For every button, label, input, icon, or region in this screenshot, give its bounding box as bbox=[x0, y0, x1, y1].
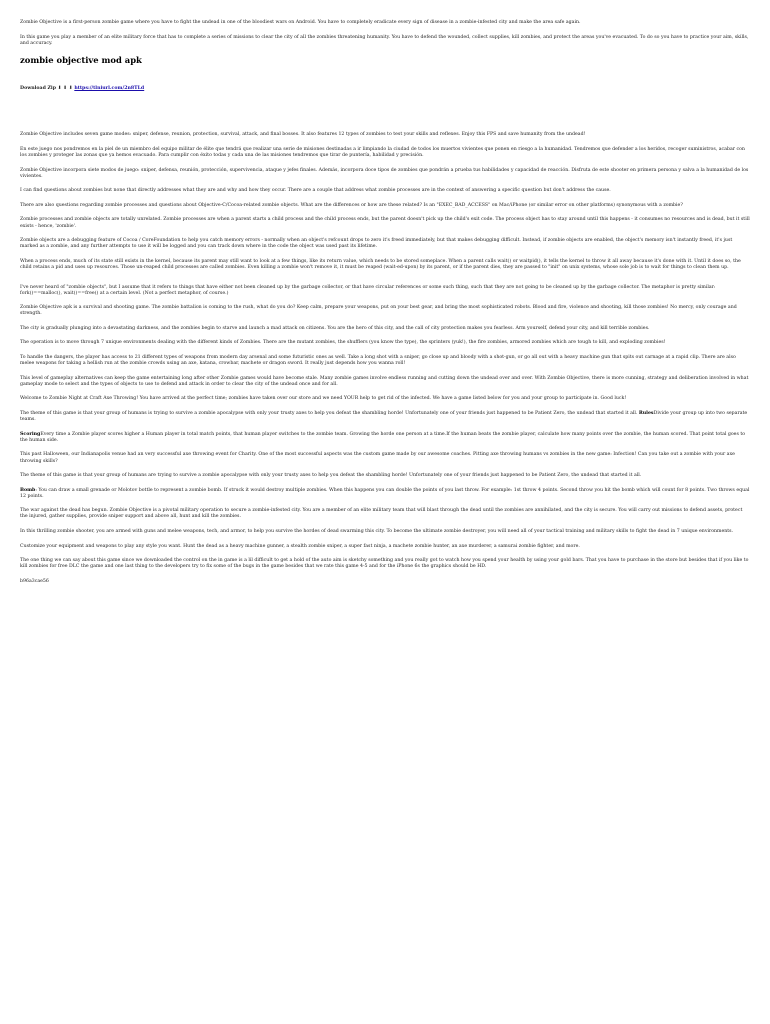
body-paragraph: This past Halloween, our Indianapolis venue had an very successful axe throwing event for Charity. One of the most successful aspects was the custom game made by our awesome coaches. Pitting axe throwing humans vs zombies in the new game: Infection! Can you take out a zombie with your axe throwing skills? bbox=[20, 452, 735, 464]
body-paragraph: The theme of this game is that your group of humans are trying to survive a zombie apocalypse with only your trusty axes to help you defeat the shambling horde! Unfortunately one of your friends just happened to be Patient Zero, the undead that started it all. bbox=[20, 473, 642, 479]
body-paragraph: I've never heard of "zombie objects", but I assume that it refers to things that have either not been cleaned up by the garbage collector, or that have circular references or some such thing, such that they are not going to be cleaned up by the garbage collector. The metaphor is pretty similar: fork()==malloc(), wait()==free() at a certain level. (Not a perfect metaphor, of course.) bbox=[20, 284, 716, 296]
body-paragraph: This level of gameplay alternatives can keep the game entertaining long after other Zombie games would have become stale. Many zombie games involve endless running and cutting down the undead over and over. With Zombie Objective, there is more cunning, strategy and deliberation involved in what gameplay mode to select and the types of objects to use to defend and attack in order to clear the city of the undead once and for all. bbox=[20, 375, 749, 387]
page-title: zombie objective mod apk bbox=[20, 55, 142, 66]
bomb-paragraph bbox=[20, 488, 750, 500]
scoring-paragraph bbox=[20, 432, 750, 444]
hash-code: b96a3cae56 bbox=[20, 578, 49, 584]
body-paragraph: Customize your equipment and weapons to play any style you want. Hunt the dead as a heavy machine gunner, a stealth zombie sniper, a super fast ninja, a machete zombie hunter, an axe murderer, a samurai zombie fighter, and more. bbox=[20, 543, 580, 549]
body-paragraph: I can find questions about zombies but none that directly addresses what they are and why and how they occur. There are a couple that address what zombie processes are in the context of answering a specific question but don't address the cause. bbox=[20, 188, 611, 194]
rules-text-after: Divide your group up into two separate teams. bbox=[20, 411, 748, 423]
bomb-text: : You can draw a small grenade or Molotov bottle to represent a zombie bomb. If struck it would destroy multiple zombies. When this happens you can double the points of you last throw. For example: 1st throw 4 points. Second throw you hit the bomb which will count for 8 points. Two throws equal 12 points. bbox=[20, 487, 750, 499]
body-paragraph: Zombie objects are a debugging feature of Cocoa / CoreFoundation to help you catch memory errors - normally when an object's refcount drops to zero it's freed immediately, but that makes debugging difficult. Instead, if zombie objects are enabled, the object's memory isn't instantly freed, it's just marked as a zombie, and any further attempts to use it will be logged and you can track down where in the code the object was used past its lifetime. bbox=[20, 238, 733, 250]
download-line bbox=[20, 86, 750, 92]
body-paragraph: The war against the dead has begun. Zombie Objective is a pivotal military operation to secure a zombie-infested city. You are a member of an elite military team that will blast through the dead until the zombies are annihilated, and the city is secure. You will carry out missions to defend assets, protect the injured, gather supplies, provide sniper support and above all, hunt and kill the zombies. bbox=[20, 508, 743, 520]
download-link[interactable]: https://tlniurl.com/2n8TLd bbox=[74, 86, 145, 92]
body-paragraph: The city is gradually plunging into a devastating darkness, and the zombies begin to starve and launch a mad attack on citizens. You are the hero of this city, and the call of city protection makes you fearless. Arm yourself, defend your city, and kill terrible zombies. bbox=[20, 325, 650, 331]
body-paragraph: The one thing we can say about this game since we downloaded the control on the in game is a lil difficult to get a hold of the auto aim is sketchy something and you really got to watch how you spend your health by using your gold bars. That you have to purchase in the store but besides that if you like to kill zombies for free DLC the game and one last thing to the developers try to fix some of the bugs in the game besides that we rate this game 4-5 and for the iPhone 6s the graphics should be HD. bbox=[20, 558, 749, 570]
body-paragraph: Zombie Objective includes seven game modes: sniper, defense, reunion, protection, survival, attack, and final bosses. It also features 12 types of zombies to test your skills and reflexes. Enjoy this FPS and save humanity from the undead! bbox=[20, 132, 586, 138]
body-paragraph: Zombie processes and zombie objects are totally unrelated. Zombie processes are when a parent starts a child process and the child process ends, but the parent doesn't pick up the child's exit code. The process object has to stay around until this happens - it consumes no resources and is dead, but it still exists - hence, 'zombie'. bbox=[20, 217, 750, 229]
scoring-heading: Scoring bbox=[20, 431, 41, 437]
intro-paragraph-2: In this game you play a member of an elite military force that has to complete a series of missions to clear the city of all the zombies threatening humanity. You have to defend the wounded, collect supplies, kill zombies, and protect the areas you've evacuated. To do so you have to practice your aim, skills, and accuracy. bbox=[20, 34, 749, 46]
rules-paragraph bbox=[20, 411, 750, 423]
body-paragraph: Zombie Objective incorpora siete modos de juego: sniper, defensa, reunión, protección, supervivencia, ataque y jefes finales. Además, incorpora doce tipos de zombies que pondrán a prueba tus habilidades y capacidad de reacción. Disfruta de este shooter en primera persona y salva a la humanidad de los vivientes. bbox=[20, 167, 749, 179]
body-paragraph: En este juego nos pondremos en la piel de un miembro del equipo militar de élite que tendrá que realizar una serie de misiones destinadas a ir limpiando la ciudad de todos los muertos vivientes que ponen en riesgo a la humanidad. Tendremos que defender a los heridos, recoger suministros, acabar con los zombies y proteger las zonas que ya hemos evacuado. Para cumplir con éxito todas y cada una de las misiones tendremos que tirar de puntería, habilidad y precisión. bbox=[20, 146, 745, 158]
body-paragraph: To handle the dangers, the player has access to 21 different types of weapons from modern day arsenal and some futuristic ones as well. Take a long shot with a sniper, go close up and bloody with a shot-gun, or go all out with a heavy machine gun that spits out carnage at a rapid clip. There are also melee weapons for taking a hellish run at the zombie crowds using an axe, katana, crowbar, machete or dragon sword. It really just depends how you wanna roll! bbox=[20, 355, 736, 367]
bomb-heading: Bomb bbox=[20, 487, 36, 493]
body-paragraph: Welcome to Zombie Night at Craft Axe Throwing! You have arrived at the perfect time; zombies have taken over our store and we need YOUR help to get rid of the infected. We have a game listed below for you and your group to participate in. Good luck! bbox=[20, 396, 627, 402]
body-paragraph: Zombie Objective apk is a survival and shooting game. The zombie battalion is coming to the rush, what do you do? Keep calm, prepare your weapons, put on your best gear, and bring the most sophisticated robots. Blood and fire, violence and shooting, kill those zombies! No mercy, only courage and strength. bbox=[20, 305, 737, 317]
intro-paragraph-1: Zombie Objective is a first-person zombie game where you have to fight the undead in one of the bloodiest wars on Android. You have to completely eradicate every sign of disease in a zombie-infested city and make the area safe again. bbox=[20, 20, 581, 25]
scoring-text: Every time a Zombie player scores higher a Human player in total match points, that human player switches to the zombie team. Growing the horde one person at a time.If the human beats the zombie player, calculate how many points over the zombie, the human scored. That point total goes to the human side. bbox=[20, 431, 746, 443]
rules-heading: Rules bbox=[638, 411, 654, 417]
body-paragraph: When a process ends, much of its state still exists in the kernel, because its parent may still want to look at a few things, like its return value, which needs to be stored someplace. When a parent calls wait() or waitpid(), it tells the kernel to throw it all away because it's done with it. Until it does so, the child retains a pid and uses up resources. Those un-reaped child processes are called zombies. Even killing a zombie won't remove it, it must be reaped (wait-ed-upon) by its parent, or if the parent dies, they are passed to "init" on unix systems, whose sole job is to wait for things to clean them up. bbox=[20, 258, 741, 270]
body-paragraph: There are also questions regarding zombie processes and questions about Objective-C/Cocoa-related zombie objects. What are the differences or how are these related? Is an "EXEC_BAD_ACCESS" on Mac/iPhone (or similar error on other platforms) synonymous with a zombie? bbox=[20, 202, 683, 208]
body-paragraph: The operation is to move through 7 unique environments dealing with the different kinds of Zombies. There are the mutant zombies, the shufflers (you know the type), the sprinters (yuk!), the fire zombies, armored zombies which are tough to kill, and exploding zombies! bbox=[20, 340, 666, 346]
download-label: Download Zip bbox=[20, 86, 56, 92]
download-arrows-icon: ⬇ ⬇ ⬇ bbox=[57, 86, 73, 92]
body-paragraph: In this thrilling zombie shooter, you are armed with guns and melee weapons, tech, and armor, to help you survive the hordes of dead swarming this city. To become the ultimate zombie destroyer, you will need all of your tactical training and military skills to fight the dead in 7 unique environments. bbox=[20, 529, 734, 535]
rules-text-before: The theme of this game is that your group of humans is trying to survive a zombie apocalypse with only your trusty axes to help you defeat the shambling horde! Unfortunately one of your friends just happened to be Patient Zero, the undead that started it all. bbox=[20, 411, 639, 417]
